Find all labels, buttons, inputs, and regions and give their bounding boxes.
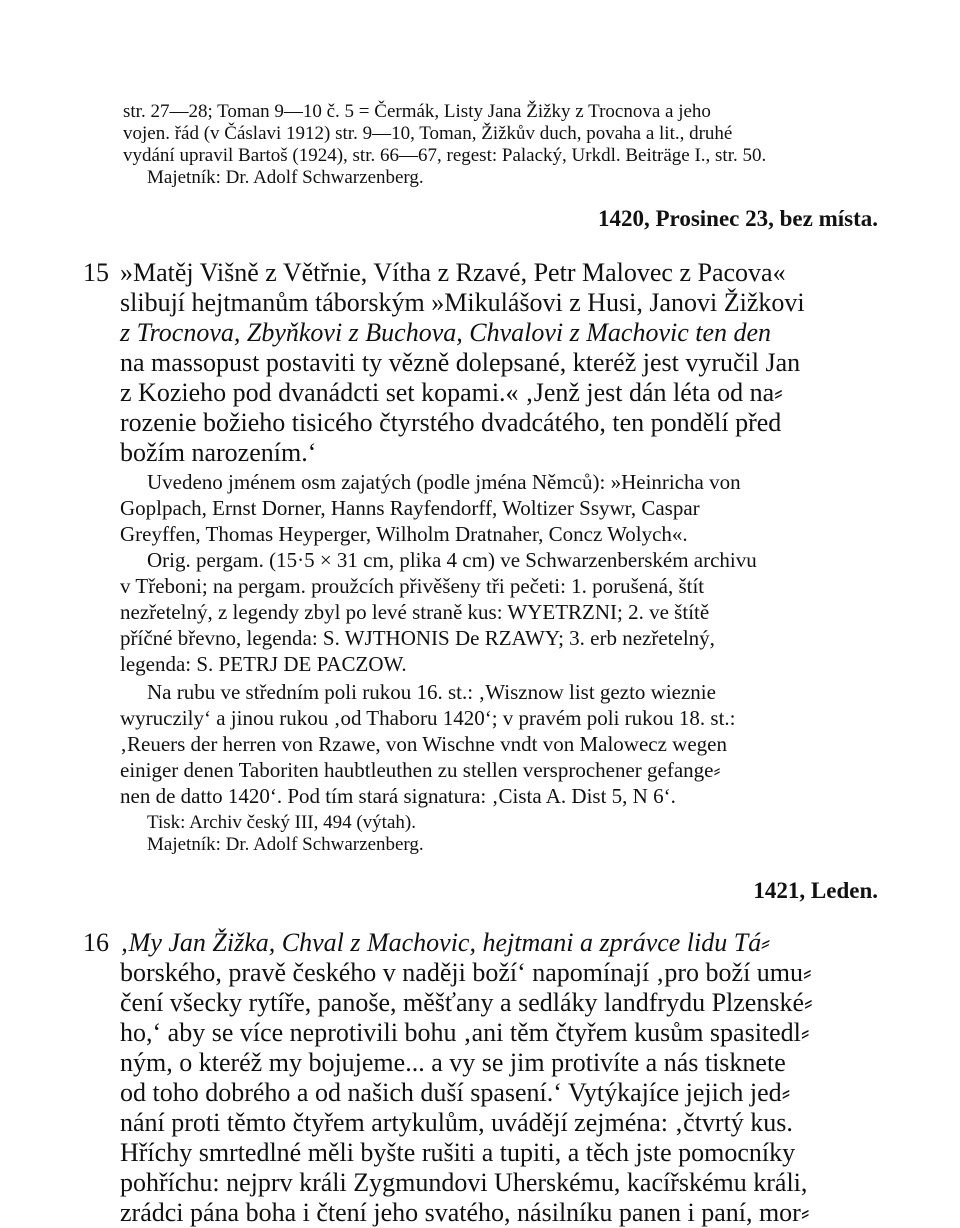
- entry-number: 15: [83, 258, 109, 287]
- ref-line: vydání upravil Bartoš (1924), str. 66—67, regest: Palacký, Urkdl. Beiträge I., str. 50.: [123, 145, 767, 166]
- note-line: příčné břevno, legenda: S. WJTHONIS De RZAWY; 3. erb nezřetelný,: [120, 626, 715, 650]
- note-line: Greyffen, Thomas Heyperger, Wilholm Dratnaher, Concz Wolych«.: [120, 522, 688, 546]
- entry-date-heading: 1421, Leden.: [753, 878, 878, 903]
- text-line: nání proti těmto čtyřem artykulům, uvádějí zejména: ‚čtvrtý kus.: [120, 1108, 793, 1137]
- note-line: wyruczily‘ a jinou rukou ‚od Thaboru 1420‘; v pravém poli rukou 18. st.:: [120, 706, 736, 730]
- note-line: nezřetelný, z legendy zbyl po levé straně kus: WYETRZNI; 2. ve štítě: [120, 600, 710, 624]
- note-line: v Třeboni; na pergam. proužcích přivěšeny tři pečeti: 1. porušená, štít: [120, 574, 705, 598]
- text-line: [120, 288, 805, 318]
- ref-line: vojen. řád (v Čáslavi 1912) str. 9—10, Toman, Žižkův duch, povaha a lit., druhé: [123, 123, 733, 144]
- print-line: Tisk: Archiv český III, 494 (výtah).: [147, 812, 416, 833]
- note-line: Na rubu ve středním poli rukou 16. st.: ‚Wisznow list gezto wieznie: [147, 680, 716, 704]
- text-line: z Kozieho pod dvanádcti set kopami.« ‚Jenž jest dán léta od na⸗: [120, 378, 783, 407]
- text-line: božím narozením.‘: [120, 438, 317, 467]
- text-line: od toho dobrého a od našich duší spasení.‘ Vytýkajíce jejich jed⸗: [120, 1078, 791, 1107]
- text-line: rozenie božieho tisicého čtyrstého dvadcátého, ten pondělí před: [120, 408, 782, 437]
- text-line: »Matěj Višně z Větřnie, Vítha z Rzavé, Petr Malovec z Pacova«: [120, 258, 786, 287]
- text-span: slibují hejtmanům táborským »Mikulášovi z Husi, Janovi Žižkovi: [120, 288, 805, 317]
- text-line: zrádci pána boha i čtení jeho svatého, násilníku panen i paní, mor⸗: [120, 1198, 810, 1227]
- note-line: Goplpach, Ernst Dorner, Hanns Rayfendorff, Woltizer Ssywr, Caspar: [120, 496, 700, 520]
- text-line: ným, o kteréž my bojujeme... a vy se jim protivíte a nás tisknete: [120, 1048, 786, 1077]
- ref-line: Majetník: Dr. Adolf Schwarzenberg.: [147, 167, 424, 188]
- entry-number: 16: [83, 928, 109, 957]
- text-line: pohříchu: nejprv králi Zygmundovi Uherskému, kacířskému králi,: [120, 1168, 808, 1197]
- text-line: na massopust postaviti ty vězně dolepsané, kteréž jest vyručil Jan: [120, 348, 801, 377]
- text-line: borského, pravě českého v naději boží‘ napomínají ‚pro boží umu⸗: [120, 958, 812, 987]
- text-line: z Trocnova, Zbyňkovi z Buchova, Chvalovi z Machovic ten den: [120, 318, 772, 347]
- text-line: ‚My Jan Žižka, Chval z Machovic, hejtmani a zprávce lidu Tá⸗: [120, 928, 770, 957]
- text-line: ho,‘ aby se více neprotivili bohu ‚ani těm čtyřem kusům spasitedl⸗: [120, 1018, 810, 1047]
- note-line: ‚Reuers der herren von Rzawe, von Wischne vndt von Malowecz wegen: [120, 732, 727, 756]
- note-line: legenda: S. PETRJ DE PACZOW.: [120, 652, 407, 676]
- note-line: einiger denen Taboriten haubtleuthen zu stellen versprochener gefange⸗: [120, 758, 721, 782]
- print-line: Majetník: Dr. Adolf Schwarzenberg.: [147, 834, 424, 855]
- note-line: nen de datto 1420‘. Pod tím stará signatura: ‚Cista A. Dist 5, N 6‘.: [120, 784, 676, 808]
- text-line: čení všecky rytíře, panoše, měšťany a sedláky landfrydu Plzenské⸗: [120, 988, 813, 1017]
- entry-date-heading: 1420, Prosinec 23, bez místa.: [597, 206, 878, 231]
- text-line: Hříchy smrtedlné měli byšte rušiti a tupiti, a těch jste pomocníky: [120, 1138, 796, 1167]
- note-line: Uvedeno jménem osm zajatých (podle jména Němců): »Heinricha von: [147, 470, 741, 494]
- ref-line: str. 27—28; Toman 9—10 č. 5 = Čermák, Listy Jana Žižky z Trocnova a jeho: [123, 101, 711, 122]
- note-line: Orig. pergam. (15·5 × 31 cm, plika 4 cm) ve Schwarzenberském archivu: [147, 548, 757, 572]
